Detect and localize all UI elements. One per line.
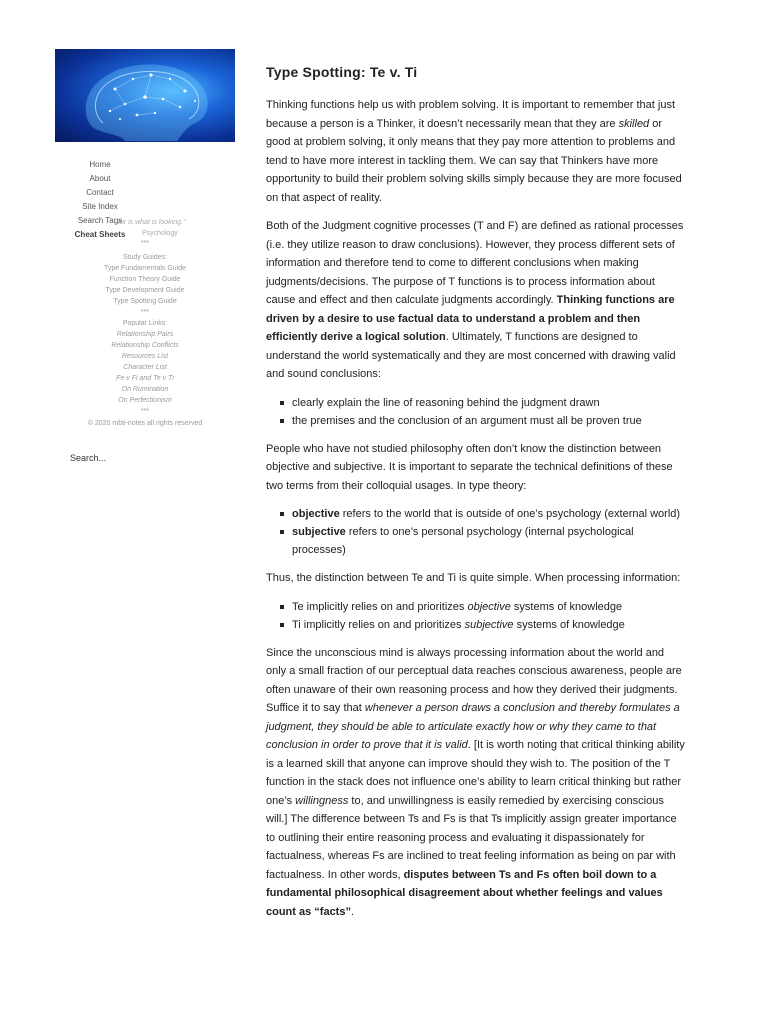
article — [266, 64, 686, 931]
nav-home[interactable]: Home — [89, 160, 111, 169]
link-on-rumination[interactable]: On Rumination — [121, 386, 169, 393]
paragraph-1: Thinking functions help us with problem solving. It is important to remember that just because a person is a Thinker, it doesn’t necessarily mean that they are skilled or good at problem solving, it only means that they pay more attention to problems and tend to have more interest in tackling them. We can say that Thinkers have more opportunity to build their problem solving skills simply because they are more focused on that aspect of reality. — [266, 99, 682, 204]
nav-search-tags[interactable]: Search Tags — [77, 216, 123, 225]
sidebar-separator: *** — [140, 408, 150, 415]
link-fe-fi-te-ti[interactable]: Fe v Fi and Te v Ti — [116, 375, 174, 382]
sidebar-nav — [55, 158, 145, 242]
list-item: objective refers to the world that is outside of one’s psychology (external world) — [280, 505, 686, 523]
link-relationship-conflicts[interactable]: Relationship Conflicts — [111, 342, 179, 349]
study-guides-heading: Study Guides: — [123, 254, 167, 261]
popular-links-heading: Popular Links: — [122, 320, 168, 327]
nav-site-index[interactable]: Site Index — [82, 202, 118, 211]
paragraph-5: Since the unconscious mind is always processing information about the world and only a small fraction of our perceptual data reaches conscious awareness, people are often unaware of their own reasoning process and how they derived their judgments. Suffice it to say that whenever a person draws a conclusion and thereby formulates a judgment, they should be able to articulate exactly how or why they came to that conclusion in order to prove that it is valid. [It is worth noting that critical thinking ability is a learned skill that anyone can improve should they wish to. The position of the T function in the stack does not influence one’s ability to learn critical thinking but rather one’s willingness to, and unwillingness is easily remedied by exercising conscious will.] The difference between Ts and Fs is that Ts implicitly assign greater importance to outlining their entire reasoning process and evaluating it dispassionately for factualness, whereas Fs are inclined to treat feeling information as being on par with factualness. In other words, disputes between Ts and Fs often boil down to a fundamental philosophical disagreement about whether feelings and values count as “facts”. — [266, 646, 685, 918]
paragraph-4: Thus, the distinction between Te and Ti is quite simple. When processing information: — [266, 572, 681, 584]
brain-icon — [55, 49, 235, 142]
definitions-list — [266, 505, 686, 559]
ghost-quote-text: for is what is looking." — [118, 219, 186, 226]
list-item: Ti implicitly relies on and prioritizes subjective systems of knowledge — [280, 616, 686, 634]
brain-banner-image — [55, 49, 235, 142]
copyright-text: © 2020 mbti-notes all rights reserved — [87, 420, 203, 427]
ghost-psychology-text: Psychology — [142, 230, 178, 237]
list-item: Te implicitly relies on and prioritizes objective systems of knowledge — [280, 598, 686, 616]
link-function-theory-guide[interactable]: Function Theory Guide — [109, 276, 181, 283]
list-item: the premises and the conclusion of an argument must all be proven true — [280, 412, 686, 430]
link-character-list[interactable]: Character List — [123, 364, 167, 371]
link-type-development-guide[interactable]: Type Development Guide — [105, 287, 185, 294]
sidebar-separator: *** — [140, 240, 150, 247]
link-on-perfectionism[interactable]: On Perfectionism — [118, 397, 172, 404]
nav-about[interactable]: About — [89, 174, 111, 183]
list-item: subjective refers to one’s personal psychology (internal psychological processes) — [280, 523, 686, 559]
list-item: clearly explain the line of reasoning behind the judgment drawn — [280, 394, 686, 412]
link-type-spotting-guide[interactable]: Type Spotting Guide — [113, 298, 177, 305]
link-type-fundamentals-guide[interactable]: Type Fundamentals Guide — [103, 265, 187, 272]
paragraph-2: Both of the Judgment cognitive processes (T and F) are defined as rational processes (i.e. they utilize reason to draw conclusions). However, they process different sets of information and therefore tend to come to different conclusions when making judgments/decisions. The purpose of T functions is to process information about cause and effect and then calculate judgments accordingly. Thinking functions are driven by a desire to use factual data to understand a problem and then efficiently derive a logical solution. Ultimately, T functions are designed to understand the world systematically and they are most concerned with drawing valid and sound conclusions: — [266, 220, 684, 380]
paragraph-3: People who have not studied philosophy often don’t know the distinction between objective and subjective. It is important to separate the technical definitions of these two terms from their colloquial usages. In type theory: — [266, 442, 673, 492]
nav-cheat-sheets[interactable]: Cheat Sheets — [74, 230, 126, 239]
te-ti-list — [266, 598, 686, 634]
link-resources-list[interactable]: Resources List — [121, 353, 169, 360]
article-title: Type Spotting: Te v. Ti — [266, 64, 418, 80]
link-relationship-pairs[interactable]: Relationship Pairs — [116, 331, 174, 338]
search-link[interactable]: Search... — [70, 453, 107, 463]
sidebar-separator: *** — [140, 309, 150, 316]
reasoning-list — [266, 394, 686, 430]
nav-contact[interactable]: Contact — [86, 188, 114, 197]
